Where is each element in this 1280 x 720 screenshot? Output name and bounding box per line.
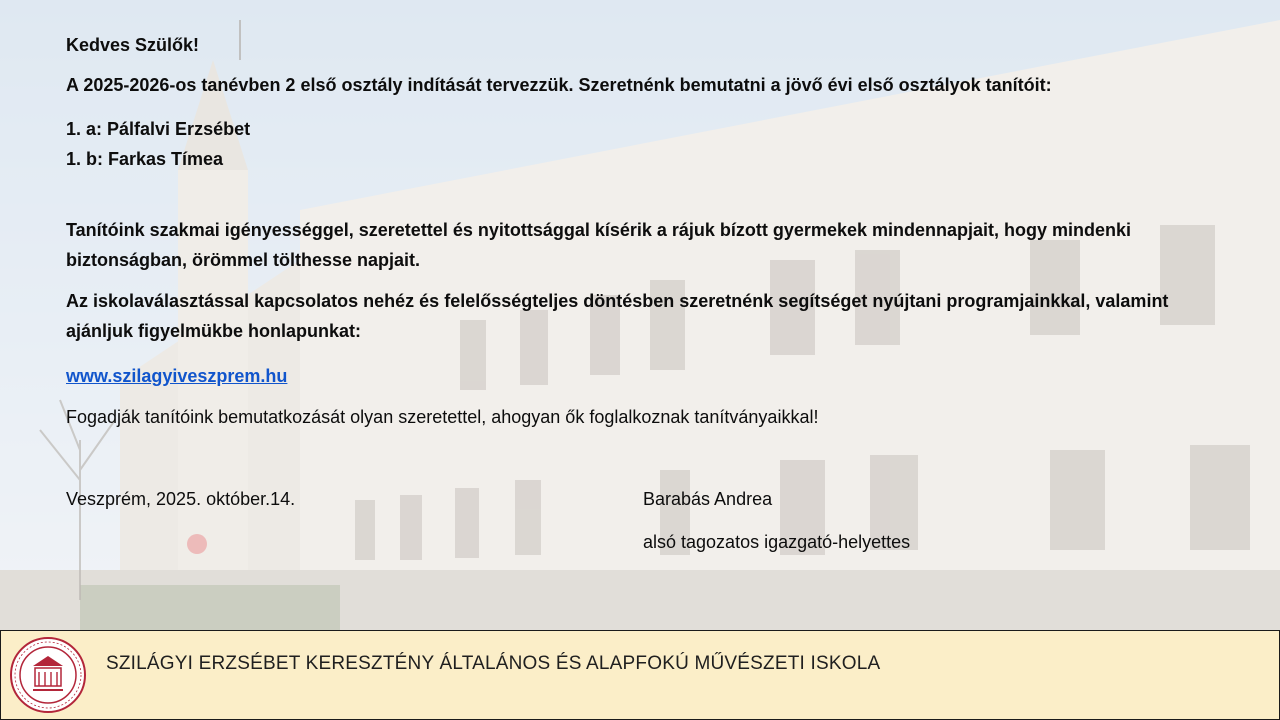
teachers-paragraph: Tanítóink szakmai igényességgel, szeretettel és nyitottsággal kísérik a rájuk bízott gyermekek mindennapjait, hogy mindenki biztonságban, örömmel tölthesse napjait.: [66, 220, 1132, 270]
school-name: SZILÁGYI ERZSÉBET KERESZTÉNY ÁLTALÁNOS ÉS ALAPFOKÚ MŰVÉSZETI ISKOLA: [106, 653, 881, 674]
intro-text: A 2025-2026-os tanévben 2 első osztály indítását tervezzük. Szeretnénk bemutatni a jövő évi első osztályok tanítóit:: [66, 75, 1052, 95]
school-choice-paragraph: Az iskolaválasztással kapcsolatos nehéz és felelősségteljes döntésben szeretnénk segítséget nyújtani programjainkkal, valamint ajánljuk figyelmükbe honlapunkat:: [66, 291, 1169, 341]
signer-role: alsó tagozatos igazgató-helyettes: [643, 532, 911, 552]
class-1a-teacher: 1. a: Pálfalvi Erzsébet: [66, 119, 251, 139]
school-seal-icon: [9, 636, 87, 714]
greeting: Kedves Szülők!: [66, 35, 200, 55]
class-1b-teacher: 1. b: Farkas Tímea: [66, 149, 224, 169]
signer-name: Barabás Andrea: [643, 489, 773, 509]
footer-bar: [0, 630, 1280, 720]
welcome-text: Fogadják tanítóink bemutatkozását olyan szeretettel, ahogyan ők foglalkoznak tanítványaikkal!: [66, 407, 819, 427]
place-date: Veszprém, 2025. október.14.: [66, 489, 296, 509]
website-link[interactable]: www.szilagyiveszprem.hu: [66, 366, 288, 386]
